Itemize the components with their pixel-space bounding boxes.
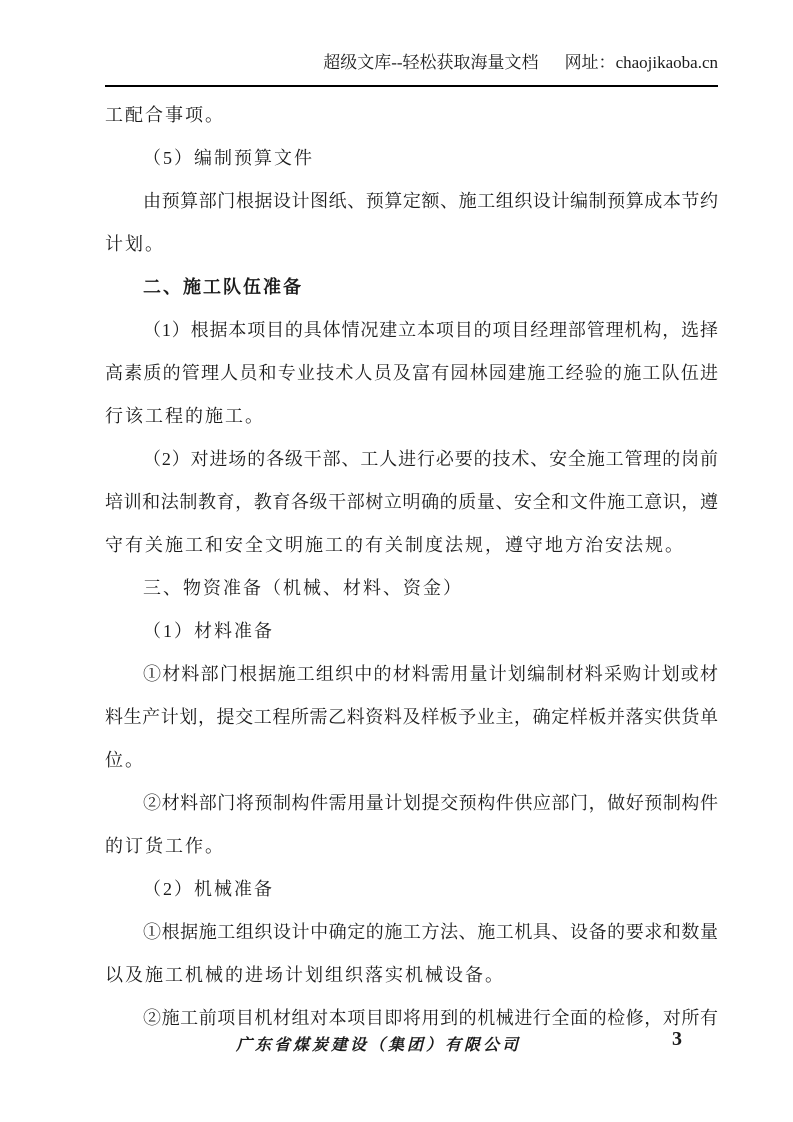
body-line: 高素质的管理人员和专业技术人员及富有园林园建施工经验的施工队伍进	[105, 363, 718, 383]
body-line: 工配合事项。	[105, 105, 225, 125]
body-line: ①材料部门根据施工组织中的材料需用量计划编制材料采购计划或材	[143, 664, 718, 684]
body-line: 以及施工机械的进场计划组织落实机械设备。	[105, 965, 505, 985]
body-line: 料生产计划，提交工程所需乙料资料及样板予业主，确定样板并落实供货单	[105, 707, 718, 727]
body-line: 培训和法制教育，教育各级干部树立明确的质量、安全和文件施工意识，遵	[105, 492, 718, 512]
body-line: ②施工前项目机材组对本项目即将用到的机械进行全面的检修，对所有	[143, 1008, 718, 1028]
header-site-name: 超级文库--轻松获取海量文档	[323, 53, 539, 72]
body-line: 的订货工作。	[105, 836, 225, 856]
body-line: 守有关施工和安全文明施工的有关制度法规，遵守地方治安法规。	[105, 535, 685, 555]
header-url-label: 网址：	[564, 53, 616, 72]
body-line: 三、物资准备（机械、材料、资金）	[143, 578, 463, 598]
body-line: 位。	[105, 750, 145, 770]
body-line: （1）根据本项目的具体情况建立本项目的项目经理部管理机构，选择	[143, 320, 718, 340]
section-heading-line: 二、施工队伍准备	[143, 277, 303, 297]
body-line: ②材料部门将预制构件需用量计划提交预构件供应部门，做好预制构件	[143, 793, 718, 813]
footer-page-number: 3	[672, 1028, 682, 1050]
body-line: 行该工程的施工。	[105, 406, 265, 426]
body-line: （1）材料准备	[143, 621, 274, 641]
body-line: 由预算部门根据设计图纸、预算定额、施工组织设计编制预算成本节约	[143, 191, 718, 211]
body-line: （2）对进场的各级干部、工人进行必要的技术、安全施工管理的岗前	[143, 449, 718, 469]
body-line: （5）编制预算文件	[143, 148, 314, 168]
body-line: 计划。	[105, 234, 165, 254]
body-line: （2）机械准备	[143, 879, 274, 899]
body-line: ①根据施工组织设计中确定的施工方法、施工机具、设备的要求和数量	[143, 922, 718, 942]
page-header	[105, 51, 718, 87]
document-body	[105, 94, 718, 1040]
footer-company-name: 广东省煤炭建设（集团）有限公司	[235, 1037, 521, 1054]
header-url: chaojikaoba.cn	[615, 53, 718, 72]
